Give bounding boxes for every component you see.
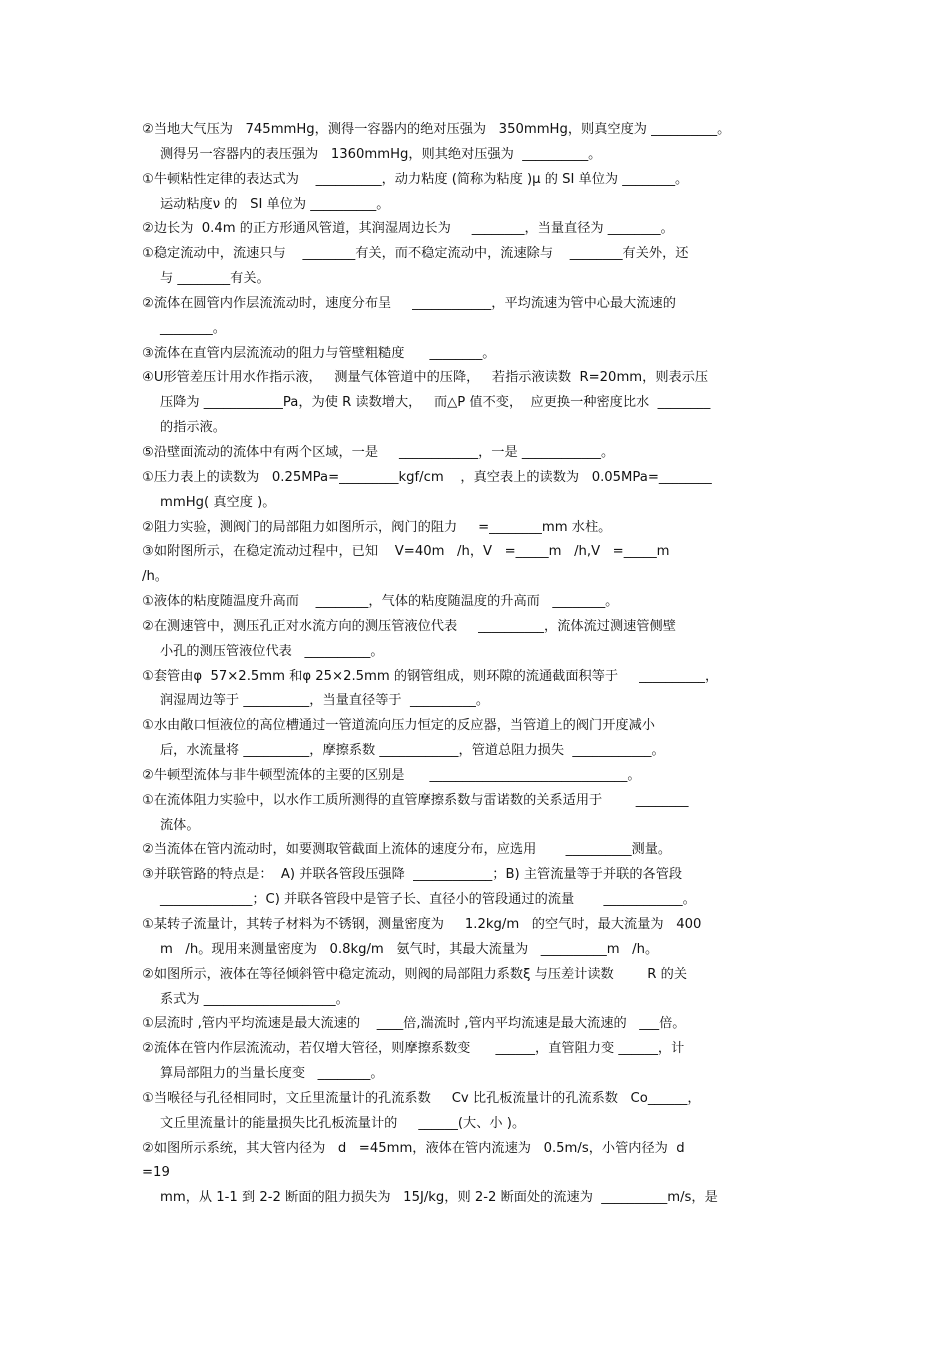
text-line: ①液体的粘度随温度升高而 ________，气体的粘度随温度的升高而 ________。: [142, 594, 619, 610]
text-line: ②流体在圆管内作层流流动时，速度分布呈 ____________，平均流速为管中心最大流速的: [142, 295, 676, 311]
text-line: ______________；C) 并联各管段中是管子长、直径小的管段通过的流量 ____________。: [160, 892, 696, 908]
text-line: ②如图所示系统，其大管内径为 d =45mm，液体在管内流速为 0.5m/s，小管内径为 d: [142, 1140, 685, 1156]
text-line: 算局部阻力的当量长度变 ________。: [160, 1066, 384, 1082]
text-line: ⑤沿壁面流动的流体中有两个区域，一是 ____________，一是 ____________。: [142, 444, 615, 460]
text-line: 运动粘度ν 的 SI 单位为 __________。: [160, 196, 390, 212]
text-line: 系式为 ____________________。: [160, 991, 349, 1007]
text-line: =19: [142, 1165, 170, 1181]
text-line: ①水由敞口恒液位的高位槽通过一管道流向压力恒定的反应器，当管道上的阀门开度减小: [142, 718, 655, 734]
text-line: ①在流体阻力实验中，以水作工质所测得的直管摩擦系数与雷诺数的关系适用于 ________: [142, 792, 689, 808]
text-line: ②当流体在管内流动时，如要测取管截面上流体的速度分布，应选用 __________测量。: [142, 842, 672, 858]
text-line: 与 ________有关。: [160, 271, 270, 287]
text-line: 流体。: [160, 817, 200, 833]
text-line: 测得另一容器内的表压强为 1360mmHg，则其绝对压强为 __________。: [160, 146, 602, 162]
text-line: ①层流时 ,管内平均流速是最大流速的 ____倍,湍流时 ,管内平均流速是最大流速的 ___倍。: [142, 1016, 686, 1032]
text-line: /h。: [142, 569, 168, 585]
text-line: ④U形管差压计用水作指示液， 测量气体管道中的压降， 若指示液读数 R=20mm，则表示压: [142, 370, 709, 386]
text-line: 的指示液。: [160, 420, 226, 436]
text-line: mmHg( 真空度 )。: [160, 494, 276, 510]
text-line: ③流体在直管内层流流动的阻力与管壁粗糙度 ________。: [142, 345, 496, 361]
text-line: ②阻力实验，测阀门的局部阻力如图所示，阀门的阻力 =________mm 水柱。: [142, 519, 612, 535]
text-line: ①当喉径与孔径相同时，文丘里流量计的孔流系数 Cv 比孔板流量计的孔流系数 Co______，: [142, 1090, 701, 1106]
text-line: ①某转子流量计，其转子材料为不锈钢，测量密度为 1.2kg/m 的空气时，最大流量为 400: [142, 917, 702, 932]
text-line: 小孔的测压管液位代表 __________。: [160, 643, 384, 659]
text-line: ③并联管路的特点是： A) 并联各管段压强降 ____________；B) 主管流量等于并联的各管段: [142, 867, 683, 883]
text-line: ①压力表上的读数为 0.25MPa=_________kgf/cm ，真空表上的读数为 0.05MPa=________: [142, 469, 712, 485]
text-line: ②牛顿型流体与非牛顿型流体的主要的区别是 ______________________________。: [142, 767, 641, 783]
text-line: ②当地大气压为 745mmHg，测得一容器内的绝对压强为 350mmHg，则真空度为 __________。: [142, 122, 731, 137]
text-line: 润湿周边等于 __________，当量直径等于 __________。: [160, 693, 490, 709]
text-line: ②边长为 0.4m 的正方形通风管道，其润湿周边长为 ________，当量直径为 ________。: [142, 221, 674, 237]
text-line: 文丘里流量计的能量损失比孔板流量计的 ______(大、小 )。: [160, 1115, 526, 1131]
text-line: ②如图所示，液体在等径倾斜管中稳定流动，则阀的局部阻力系数ξ 与压差计读数 R 的关: [142, 966, 688, 982]
text-line: mm，从 1-1 到 2-2 断面的阻力损失为 15J/kg，则 2-2 断面处的流速为 __________m/s，是: [160, 1190, 718, 1206]
text-line: 压降为 ____________Pa，为使 R 读数增大， 而△P 值不变， 应更换一种密度比水 ________: [160, 395, 711, 411]
text-line: ①套管由φ 57×2.5mm 和φ 25×2.5mm 的钢管组成，则环隙的流通截面积等于 __________，: [142, 668, 719, 684]
text-line: ①稳定流动中，流速只与 ________有关，而不稳定流动中，流速除与 ________有关外，还: [142, 246, 689, 262]
text-line: 后，水流量将 __________，摩擦系数 ____________，管道总阻力损失 ____________。: [160, 743, 665, 759]
text-line: ①牛顿粘性定律的表达式为 __________，动力粘度 (简称为粘度 )μ 的 SI 单位为 ________。: [142, 171, 689, 187]
text-line: m /h。现用来测量密度为 0.8kg/m 氨气时，其最大流量为 __________m /h。: [160, 941, 659, 957]
text-line: ②流体在管内作层流流动，若仅增大管径，则摩擦系数变 ______，直管阻力变 ______，计: [142, 1041, 685, 1057]
text-line: ________。: [160, 320, 226, 336]
text-line: ②在测速管中，测压孔正对水流方向的测压管液位代表 __________，流体流过测速管侧壁: [142, 618, 676, 634]
text-line: ③如附图所示，在稳定流动过程中，已知 V=40m /h，V =_____m /h,V =_____m: [142, 544, 670, 560]
